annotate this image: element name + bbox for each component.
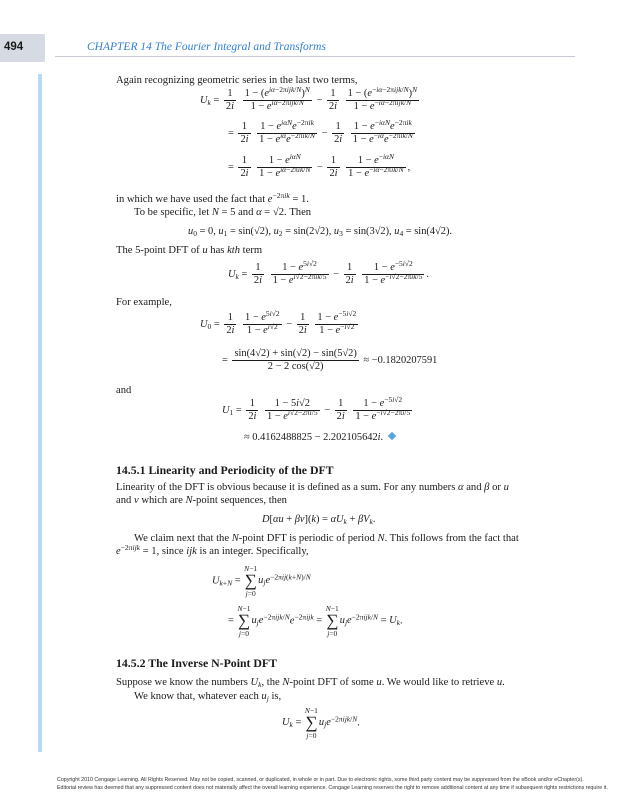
intro-text: Again recognizing geometric series in the last two terms, [116, 75, 358, 86]
equation-uk-1: $U_k$ = $\frac{1}{2i}$ $\frac{1 - (e^{i\alpha-2\pi ijk/N})^N}{1 - e^{i\alpha-2\pi ijk/N}}$ − $\frac{1}{2i}$ $\frac{1 - (e^{-i\alpha-2\pi ijk/N})^N}{1 - e^{-i\alpha-2\pi ijk/N}}$ [200, 85, 418, 112]
margin-bar [38, 74, 42, 752]
s1-paragraph-line2: and v which are N-point sequences, then [116, 495, 287, 506]
copyright-line-2: Editorial review has deemed that any suppressed content does not materially affect the overall learning experience. Cengage Learning reserves the right to remove additional content at any time if subsequent rights restrictions require it. [57, 785, 608, 791]
s1-paragraph-line4: $e^{-2\pi ijk} = 1$, since ijk is an integer. Specifically, [116, 543, 309, 557]
equation-linearity: $D[\alpha u + \beta v](k) = \alpha U_k + \beta V_k$. [262, 514, 376, 526]
equation-u1-2: ≈ 0.4162488825 − 2.202105642i. [244, 432, 395, 443]
and-text: and [116, 385, 132, 396]
u0-approx: ≈ −0.1820207591 [363, 354, 438, 366]
header-rule [55, 56, 575, 57]
u1-approx: ≈ 0.4162488825 − 2.202105642 [244, 432, 378, 443]
equation-uk-3: = $\frac{1}{2i}$ $\frac{1 - e^{i\alpha N}}{1 - e^{i\alpha-2\pi ik/N}}$ − $\frac{1}{2i}$ $\frac{1 - e^{-i\alpha N}}{1 - e^{-i\alpha-2\pi ik/N}}$ , [228, 152, 411, 179]
dft-intro-text: The 5-point DFT of u has kth term [116, 245, 263, 256]
used-fact-text: in which we have used the fact that $e^{-2\pi ik} = 1$. [116, 191, 309, 205]
equation-u0-2: = $\frac{\sin(4√2) + \sin(√2) - \sin(5√2)}{2 - 2 \cos(√2)}$ ≈ −0.1820207591 [222, 348, 438, 372]
equation-periodic-2: = N−1 ∑ $j=0u_je^{-2\pi ijk/N}e^{-2\pi ijk} = N-1$ ∑ $j=0u_je^{-2\pi ijk/N} = U_k$. [228, 604, 403, 638]
copyright-line-1: Copyright 2010 Cengage Learning. All Rights Reserved. May not be copied, scanned, or duplicated, in whole or in part. Due to electronic rights, some third party content may be suppressed from the eBook and/or eChapter(s). [57, 777, 584, 783]
section-title-14-5-1: 14.5.1 Linearity and Periodicity of the DFT [116, 463, 334, 477]
s1-paragraph-line1: Linearity of the DFT is obvious because it is defined as a sum. For any numbers α and β or u [116, 482, 509, 493]
equation-u-values: $u_0 = 0$, $u_1 = \sin(√2)$, $u_2 = \sin(2√2)$, $u_3 = \sin(3√2)$, $u_4 = \sin(4√2)$. [188, 226, 452, 238]
equation-u0-1: $U_0$ = $\frac{1}{2i}$ $\frac{1 - e^{5i√2}}{1 - e^{i√2}}$ − $\frac{1}{2i}$ $\frac{1 - e^{-5i√2}}{1 - e^{-i√2}}$ [200, 309, 357, 336]
for-example-text: For example, [116, 297, 172, 308]
equation-dft-definition: $U_k = N-1$ ∑ $j=0u_je^{-2\pi ijk/N}$. [282, 706, 360, 740]
running-head: CHAPTER 14 The Fourier Integral and Transforms [87, 41, 326, 53]
equation-uk-5point: $U_k$ = $\frac{1}{2i}$ $\frac{1 - e^{5i√2}}{1 - e^{i√2-2\pi ik/5}}$ − $\frac{1}{2i}$ $\frac{1 - e^{-5i√2}}{1 - e^{-i√2-2\pi ik/5}}$ . [228, 259, 430, 286]
end-of-example-icon [388, 432, 396, 440]
equation-u1-1: $U_1$ = $\frac{1}{2i}$ $\frac{1 - 5i√2}{1 - e^{i√2-2\pi i/5}}$ − $\frac{1}{2i}$ $\frac{1 - e^{-5i√2}}{1 - e^{-i√2-2\pi i/5}}$ [222, 395, 411, 422]
equation-uk-2: = $\frac{1}{2i}$ $\frac{1 - e^{i\alpha N}e^{-2\pi ik}}{1 - e^{i\alpha}e^{-2\pi ik/N}}$ − $\frac{1}{2i}$ $\frac{1 - e^{-i\alpha N}e^{-2\pi ik}}{1 - e^{-i\alpha}e^{-2\pi ik/N}}$ [228, 118, 413, 145]
s2-paragraph-line2: We know that, whatever each $u_j$ is, [134, 691, 282, 703]
page-number: 494 [4, 41, 24, 53]
s2-paragraph-line1: Suppose we know the numbers $U_k$, the N-point DFT of some u. We would like to retrieve u. [116, 677, 505, 689]
s1-paragraph-line3: We claim next that the N-point DFT is periodic of period N. This follows from the fact that [134, 533, 519, 544]
section-title-14-5-2: 14.5.2 The Inverse N-Point DFT [116, 656, 278, 670]
equation-periodic-1: $U_{k+N} = N-1$ ∑ $j=0u_je^{-2\pi ij(k+N)/N}$ [212, 564, 311, 598]
specific-text: To be specific, let N = 5 and α = √2. Then [134, 207, 312, 218]
